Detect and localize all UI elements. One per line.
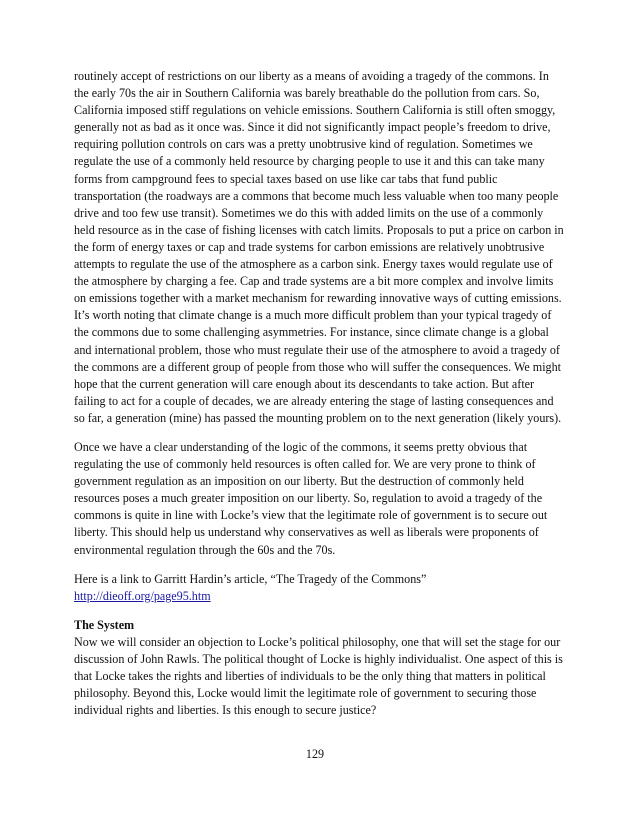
document-body: [74, 68, 566, 731]
paragraph-commons-regulation: routinely accept of restrictions on our liberty as a means of avoiding a tragedy of the commons. In the early 70s the air in Southern California was barely breathable do the pollution from cars. So, California imposed stiff regulations on vehicle emissions. Southern California is still often smoggy, generally not as bad as it once was. Since it did not significantly impact people’s freedom to drive, requiring pollution controls on cars was a pretty unobtrusive kind of regulation. Sometimes we regulate the use of a commonly held resource by charging people to use it and this can take many forms from campground fees to special taxes based on use like car tabs that fund public transportation (the roadways are a commons that become much less valuable when too many people drive and too few use transit). Sometimes we do this with added limits on the use of a commonly held resource as in the case of fishing licenses with catch limits. Proposals to put a price on carbon in the form of energy taxes or cap and trade systems for carbon emissions are relatively unobtrusive attempts to regulate the use of the atmosphere as a carbon sink. Energy taxes would regulate use of the atmosphere by charging a fee. Cap and trade systems are a bit more complex and involve limits on emissions together with a market mechanism for rewarding innovative ways of cutting emissions. It’s worth noting that climate change is a much more difficult problem than your typical tragedy of the commons due to some challenging asymmetries. For instance, since climate change is a global and international problem, those who must regulate their use of the atmosphere to avoid a tragedy of the commons are a different group of people from those who will suffer the consequences. We might hope that the current generation will care enough about its descendants to take action. But after failing to act for a couple of decades, we are already entering the stage of lasting consequences and so far, a generation (mine) has passed the mounting problem on to the next generation (likely yours).: [74, 69, 564, 425]
paragraph-link: [74, 571, 566, 605]
hardin-article-link[interactable]: http://dieoff.org/page95.htm: [74, 588, 211, 603]
paragraph-logic-of-commons: Once we have a clear understanding of the logic of the commons, it seems pretty obvious that regulating the use of commonly held resources is often called for. We are very prone to think of government regulation as an imposition on our liberty. But the destruction of commonly held resources poses a much greater imposition on our liberty. So, regulation to avoid a tragedy of the commons is quite in line with Locke’s view that the legitimate role of government is to secure out liberty. This should help us understand why conservatives as well as liberals were proponents of environmental regulation through the 60s and the 70s.: [74, 439, 548, 557]
paragraph-the-system: Now we will consider an objection to Locke’s political philosophy, one that will set the stage for our discussion of John Rawls. The political thought of Locke is highly individualist. One aspect of this is that Locke takes the rights and liberties of individuals to be the only thing that matters in political philosophy. Beyond this, Locke would limit the legitimate role of government to securing those individual rights and liberties. Is this enough to secure justice?: [74, 634, 563, 718]
section-heading: The System: [74, 617, 135, 632]
link-intro-text: Here is a link to Garritt Hardin’s article, “The Tragedy of the Commons”: [74, 571, 427, 586]
page-number: 129: [305, 747, 325, 761]
